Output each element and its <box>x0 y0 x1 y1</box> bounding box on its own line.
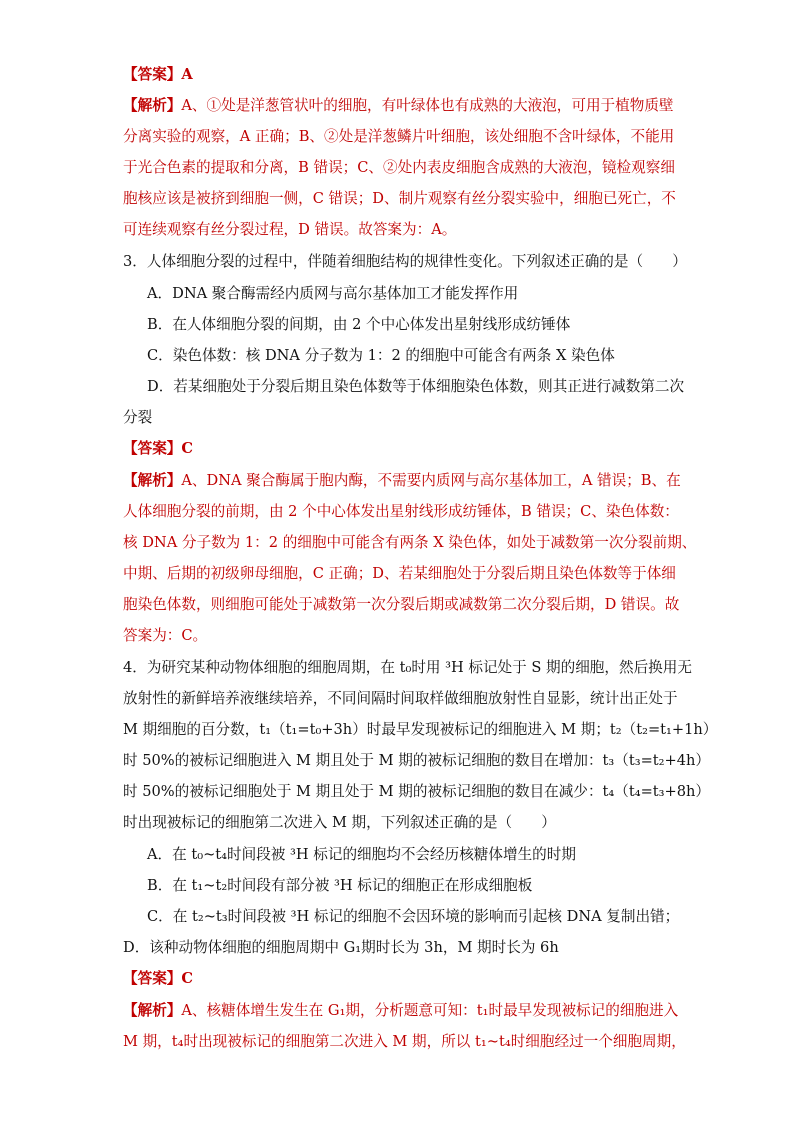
q3-option-c: C．染色体数：核 DNA 分子数为 1：2 的细胞中可能含有两条 X 染色体 <box>147 347 615 364</box>
q4-stem-line: 时 50%的被标记细胞进入 M 期且处于 M 期的被标记细胞的数目在增加：t₃（t₃=t₂+4h） <box>123 752 711 769</box>
q3-option-d: D．若某细胞处于分裂后期且染色体数等于体细胞染色体数，则其正进行减数第二次 <box>147 378 685 395</box>
q4-option-b: B．在 t₁~t₂时间段有部分被 ³H 标记的细胞正在形成细胞板 <box>147 877 533 894</box>
q3-stem: 3．人体细胞分裂的过程中，伴随着细胞结构的规律性变化。下列叙述正确的是（ ） <box>123 253 687 270</box>
q2-analysis-line: 胞核应该是被挤到细胞一侧，C 错误；D、制片观察有丝分裂实验中，细胞已死亡，不 <box>123 190 676 207</box>
q4-option-c: C．在 t₂~t₃时间段被 ³H 标记的细胞不会因环境的影响而引起核 DNA 复制出错； <box>147 908 680 925</box>
q4-stem-line: 时出现被标记的细胞第二次进入 M 期，下列叙述正确的是（ ） <box>123 814 556 831</box>
q3-option-b: B．在人体细胞分裂的间期，由 2 个中心体发出星射线形成纺锤体 <box>147 316 571 333</box>
q4-analysis-line: M 期，t₄时出现被标记的细胞第二次进入 M 期，所以 t₁~t₄时细胞经过一个细胞周期， <box>123 1033 686 1050</box>
q4-answer: 【答案】C <box>123 970 194 987</box>
q2-answer: 【答案】A <box>123 66 193 83</box>
q4-stem-line: M 期细胞的百分数，t₁（t₁=t₀+3h）时最早发现被标记的细胞进入 M 期；t₂（t₂=t₁+1h） <box>123 721 718 738</box>
q2-analysis-line: 可连续观察有丝分裂过程，D 错误。故答案为：A。 <box>123 221 457 238</box>
q3-analysis-line: 【解析】A、DNA 聚合酶属于胞内酶，不需要内质网与高尔基体加工，A 错误；B、在 <box>123 472 681 489</box>
q3-analysis-line: 中期、后期的初级卵母细胞，C 正确；D、若某细胞处于分裂后期且染色体数等于体细 <box>123 565 676 582</box>
q2-analysis-line: 于光合色素的提取和分离，B 错误；C、②处内表皮细胞含成熟的大液泡，镜检观察细 <box>123 159 675 176</box>
q4-analysis-line: 【解析】A、核糖体增生发生在 G₁期，分析题意可知：t₁时最早发现被标记的细胞进入 <box>123 1002 679 1019</box>
q4-stem-line: 放射性的新鲜培养液继续培养，不同间隔时间取样做细胞放射性自显影，统计出正处于 <box>123 690 678 707</box>
q3-analysis-line: 人体细胞分裂的前期，由 2 个中心体发出星射线形成纺锤体，B 错误；C、染色体数： <box>123 503 679 520</box>
q3-answer: 【答案】C <box>123 440 194 457</box>
q3-analysis-line: 核 DNA 分子数为 1：2 的细胞中可能含有两条 X 染色体，如处于减数第一次分裂前期、 <box>123 534 697 551</box>
q3-analysis-line: 胞染色体数，则细胞可能处于减数第一次分裂后期或减数第二次分裂后期，D 错误。故 <box>123 596 680 613</box>
q4-stem-line: 4．为研究某种动物体细胞的细胞周期，在 t₀时用 ³H 标记处于 S 期的细胞，然后换用无 <box>123 659 692 676</box>
q3-analysis-line: 答案为：C。 <box>123 627 208 644</box>
q4-stem-line: 时 50%的被标记细胞处于 M 期且处于 M 期的被标记细胞的数目在减少：t₄（t₄=t₃+8h） <box>123 783 711 800</box>
q2-analysis-line: 分离实验的观察，A 正确；B、②处是洋葱鳞片叶细胞，该处细胞不含叶绿体，不能用 <box>123 128 675 145</box>
q3-option-d-cont: 分裂 <box>123 409 153 426</box>
q2-analysis-line: 【解析】A、①处是洋葱管状叶的细胞，有叶绿体也有成熟的大液泡，可用于植物质壁 <box>123 97 674 114</box>
q3-option-a: A．DNA 聚合酶需经内质网与高尔基体加工才能发挥作用 <box>147 285 519 302</box>
q4-option-a: A．在 t₀~t₄时间段被 ³H 标记的细胞均不会经历核糖体增生的时期 <box>147 846 576 863</box>
q4-option-d: D．该种动物体细胞的细胞周期中 G₁期时长为 3h，M 期时长为 6h <box>123 939 559 956</box>
